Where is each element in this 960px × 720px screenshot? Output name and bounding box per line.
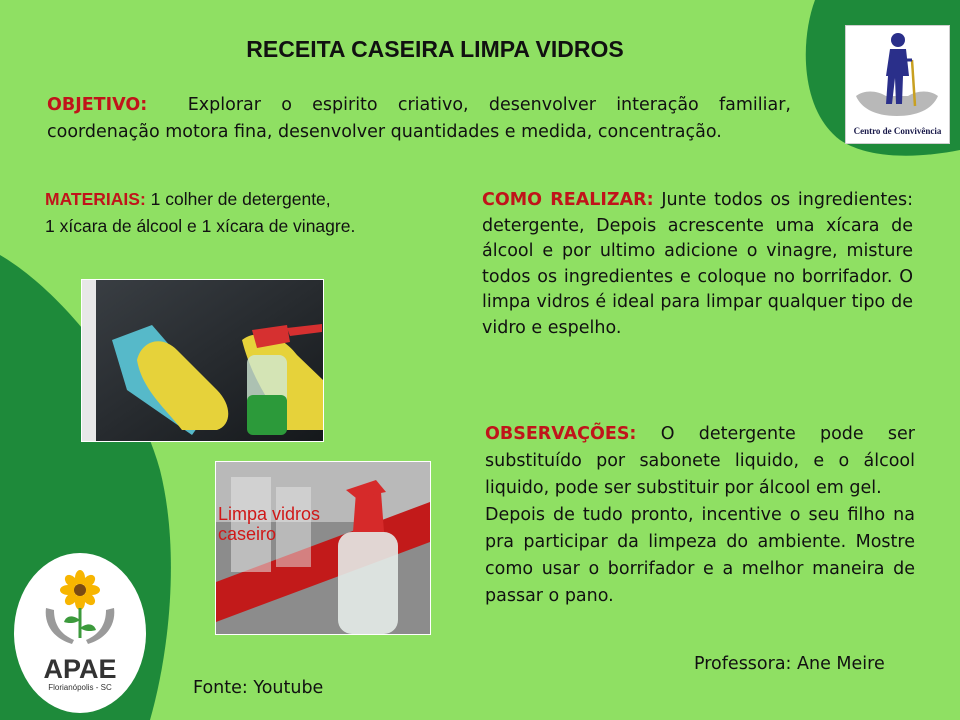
observacoes-paragraph-1	[485, 421, 915, 502]
materiais-label: MATERIAIS:	[45, 189, 146, 209]
page-title: RECEITA CASEIRA LIMPA VIDROS	[246, 36, 624, 62]
centro-convivencia-label: Centro de Convivência	[853, 126, 942, 136]
photo-cleaning-glass	[81, 279, 324, 442]
objetivo-text: Explorar o espirito criativo, desenvolver interação familiar, coordenação motora fina, desenvolver quantidades e medida, concentração.	[47, 95, 791, 142]
observacoes-text: O detergente pode ser substituído por sabonete liquido, e o álcool liquido, pode ser substituir por álcool em gel.	[485, 424, 915, 498]
photo-caption-line-2: caseiro	[218, 524, 277, 544]
materiais-block	[45, 186, 355, 240]
observacoes-paragraph-2: Depois de tudo pronto, incentive o seu filho na pra participar da limpeza do ambiente. Mostre como usar o borrifador e a melhor maneira de passar o pano.	[485, 505, 915, 606]
photo-cleaning-glass-image	[82, 280, 323, 441]
apae-flower-icon	[28, 568, 132, 648]
apae-city: Florianópolis - SC	[48, 683, 112, 692]
professora-credit: Professora: Ane Meire	[694, 654, 885, 674]
photo-caption-line-1: Limpa vidros	[218, 504, 321, 524]
como-realizar-paragraph	[482, 188, 913, 342]
photo-limpa-vidros	[215, 461, 431, 635]
fonte-credit: Fonte: Youtube	[193, 678, 324, 698]
materiais-line-1: MATERIAIS: 1 colher de detergente,	[45, 189, 331, 209]
objetivo-paragraph	[47, 92, 791, 146]
apae-name: APAE	[43, 654, 117, 684]
como-realizar-text: Junte todos os ingredientes: detergente, Depois acrescente uma xícara de álcool e por ultimo adicione o vinagre, misture todos os ingredientes e coloque no borrifador. O limpa vidros é ideal para limpar qualquer tipo de vidro e espelho.	[482, 190, 913, 338]
photo-limpa-vidros-image	[216, 462, 430, 634]
observacoes-label: OBSERVAÇÕES:	[485, 424, 637, 444]
como-realizar-label: COMO REALIZAR:	[482, 190, 654, 210]
materiais-line-2: 1 xícara de álcool e 1 xícara de vinagre.	[45, 216, 356, 236]
objetivo-label: OBJETIVO:	[47, 95, 148, 115]
observacoes-block	[485, 421, 915, 610]
apae-logo	[28, 568, 132, 708]
